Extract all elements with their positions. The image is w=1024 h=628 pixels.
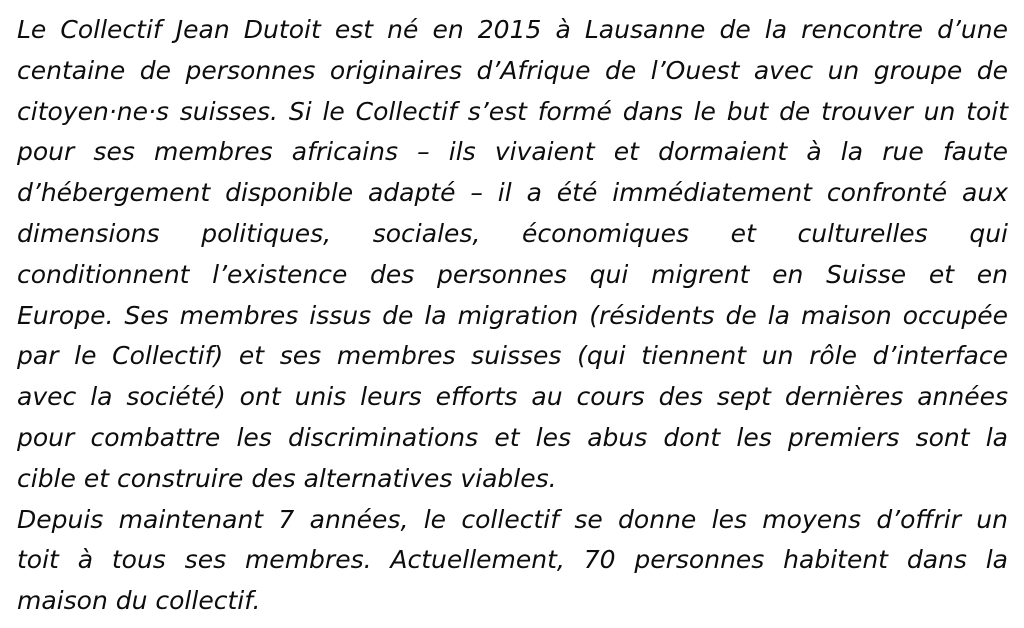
- text-line: Le Collectif Jean Dutoit est né en 2015 à Lausanne de la rencontre d’une: [17, 15, 1008, 44]
- text-line: avec la société) ont unis leurs efforts au cours des sept dernières années: [17, 382, 1008, 412]
- text-line: Europe. Ses membres issus de la migration (résidents de la maison occupée: [17, 300, 1008, 330]
- text-line: conditionnent l’existence des personnes qui migrent en Suisse et en: [17, 259, 1008, 289]
- paragraph-collectif-origins: [17, 10, 1008, 500]
- text-line: toit à tous ses membres. Actuellement, 70 personnes habitent dans la: [17, 545, 1008, 575]
- text-line: citoyen·ne·s suisses. Si le Collectif s’est formé dans le but de trouver un toit: [17, 96, 1008, 126]
- text-line: centaine de personnes originaires d’Afrique de l’Ouest avec un groupe de: [17, 55, 1008, 85]
- paragraph-housing-today: [17, 500, 1008, 622]
- text-line: dimensions politiques, sociales, économiques et culturelles qui: [17, 218, 1008, 248]
- text-line: pour ses membres africains – ils vivaient et dormaient à la rue faute: [17, 137, 1008, 167]
- text-line: maison du collectif.: [17, 586, 261, 616]
- text-line: Depuis maintenant 7 années, le collectif se donne les moyens d’offrir un: [17, 504, 1008, 534]
- text-line: cible et construire des alternatives viables.: [17, 463, 557, 493]
- text-line: pour combattre les discriminations et les abus dont les premiers sont la: [17, 422, 1008, 452]
- text-line: par le Collectif) et ses membres suisses (qui tiennent un rôle d’interface: [17, 341, 1008, 371]
- text-line: d’hébergement disponible adapté – il a été immédiatement confronté aux: [17, 178, 1008, 208]
